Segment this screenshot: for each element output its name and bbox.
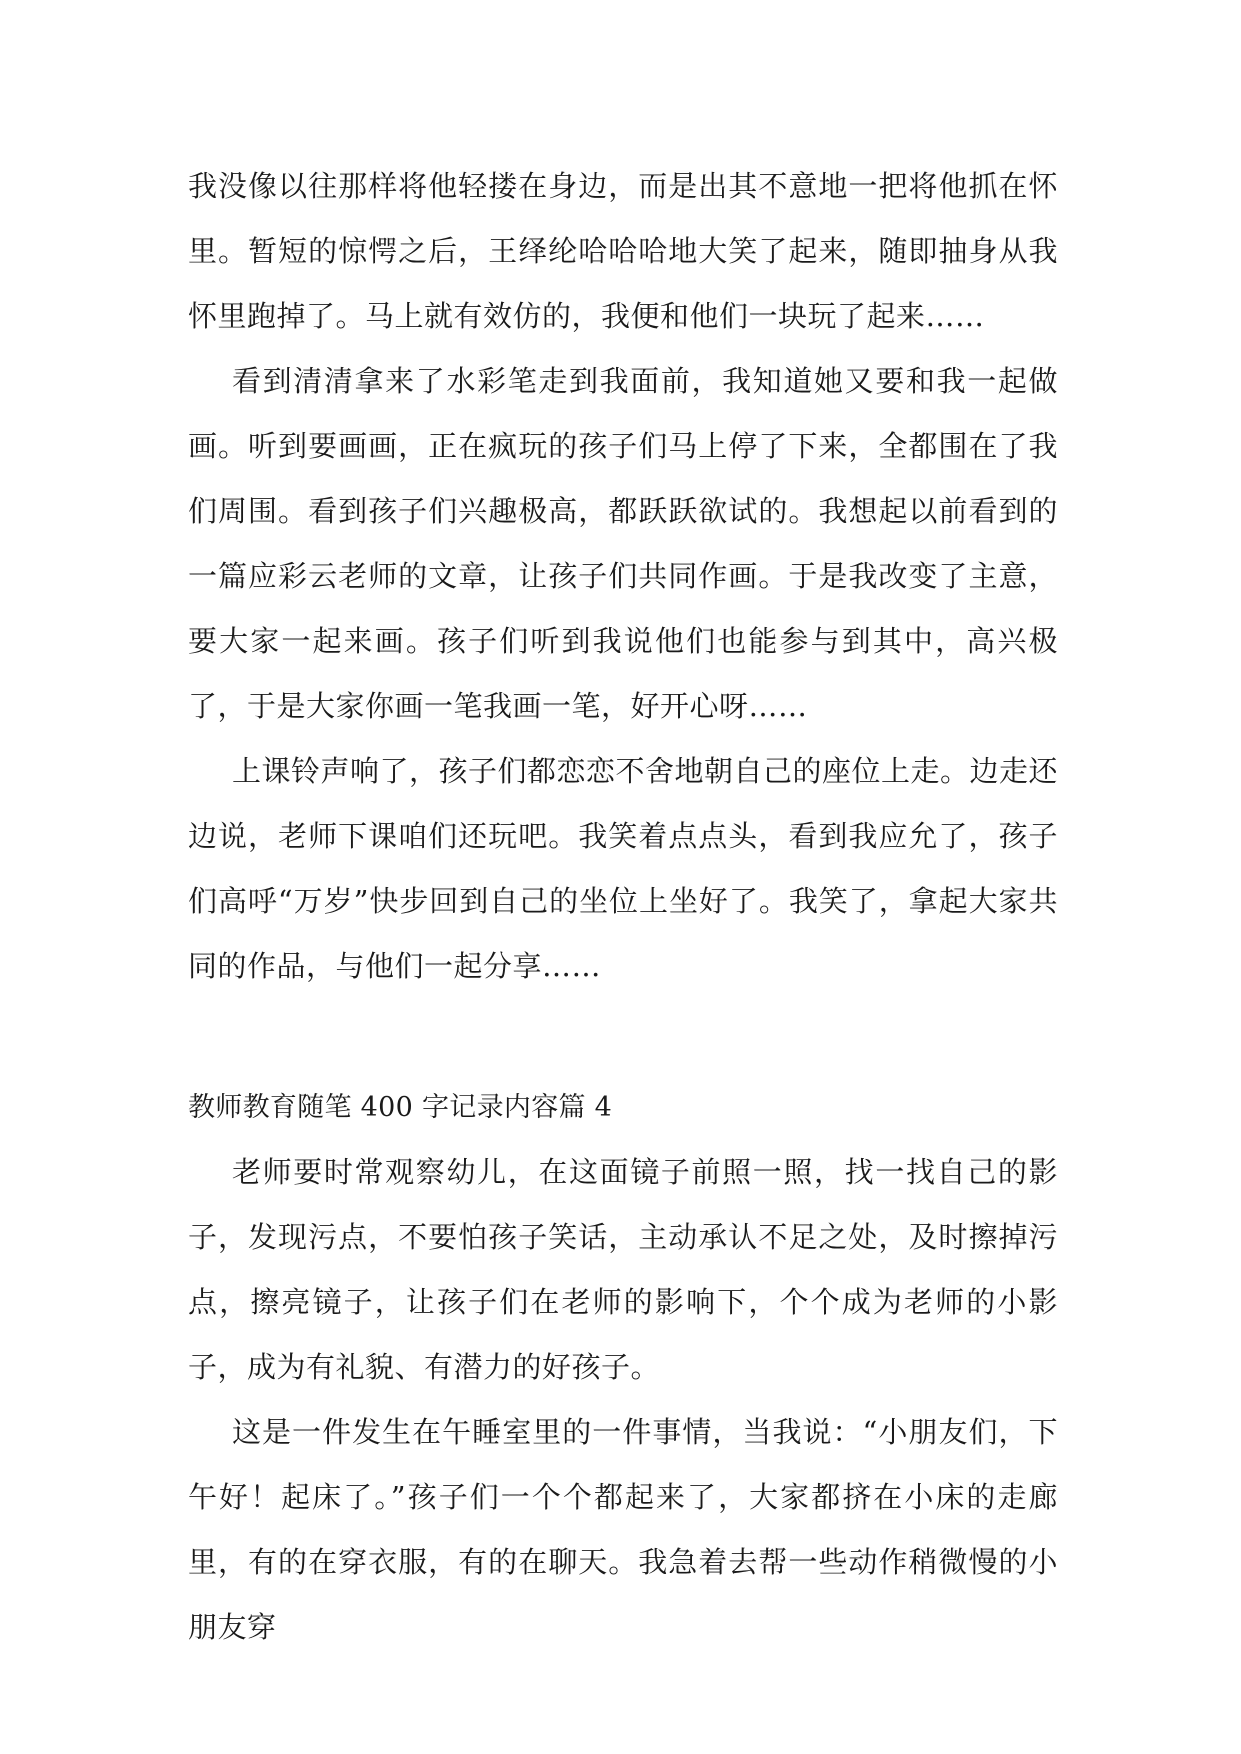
- section-spacer: [188, 999, 1058, 1075]
- section-title: 教师教育随笔 400 字记录内容篇 4: [188, 1092, 613, 1123]
- paragraph-3: 上课铃声响了，孩子们都恋恋不舍地朝自己的座位上走。边走还边说，老师下课咱们还玩吧。我笑着点点头，看到我应允了，孩子们高呼“万岁”快步回到自己的坐位上坐好了。我笑了，拿起大家共同的作品，与他们一起分享……: [188, 754, 1059, 983]
- document-body: [188, 154, 1058, 1660]
- paragraph-2: 看到清清拿来了水彩笔走到我面前，我知道她又要和我一起做画。听到要画画，正在疯玩的孩子们马上停了下来，全都围在了我们周围。看到孩子们兴趣极高，都跃跃欲试的。我想起以前看到的一篇应彩云老师的文章，让孩子们共同作画。于是我改变了主意，要大家一起来画。孩子们听到我说他们也能参与到其中，高兴极了，于是大家你画一笔我画一笔，好开心呀……: [188, 364, 1058, 723]
- paragraph-4: 老师要时常观察幼儿，在这面镜子前照一照，找一找自己的影子，发现污点，不要怕孩子笑话，主动承认不足之处，及时擦掉污点，擦亮镜子，让孩子们在老师的影响下，个个成为老师的小影子，成为有礼貌、有潜力的好孩子。: [188, 1155, 1058, 1384]
- paragraph-5: 这是一件发生在午睡室里的一件事情，当我说：“小朋友们，下午好！起床了。”孩子们一个个都起来了，大家都挤在小床的走廊里，有的在穿衣服，有的在聊天。我急着去帮一些动作稍微慢的小朋友穿: [188, 1415, 1058, 1644]
- paragraph-1: 我没像以往那样将他轻搂在身边，而是出其不意地一把将他抓在怀里。暂短的惊愕之后，王绎纶哈哈哈地大笑了起来，随即抽身从我怀里跑掉了。马上就有效仿的，我便和他们一块玩了起来……: [188, 169, 1058, 333]
